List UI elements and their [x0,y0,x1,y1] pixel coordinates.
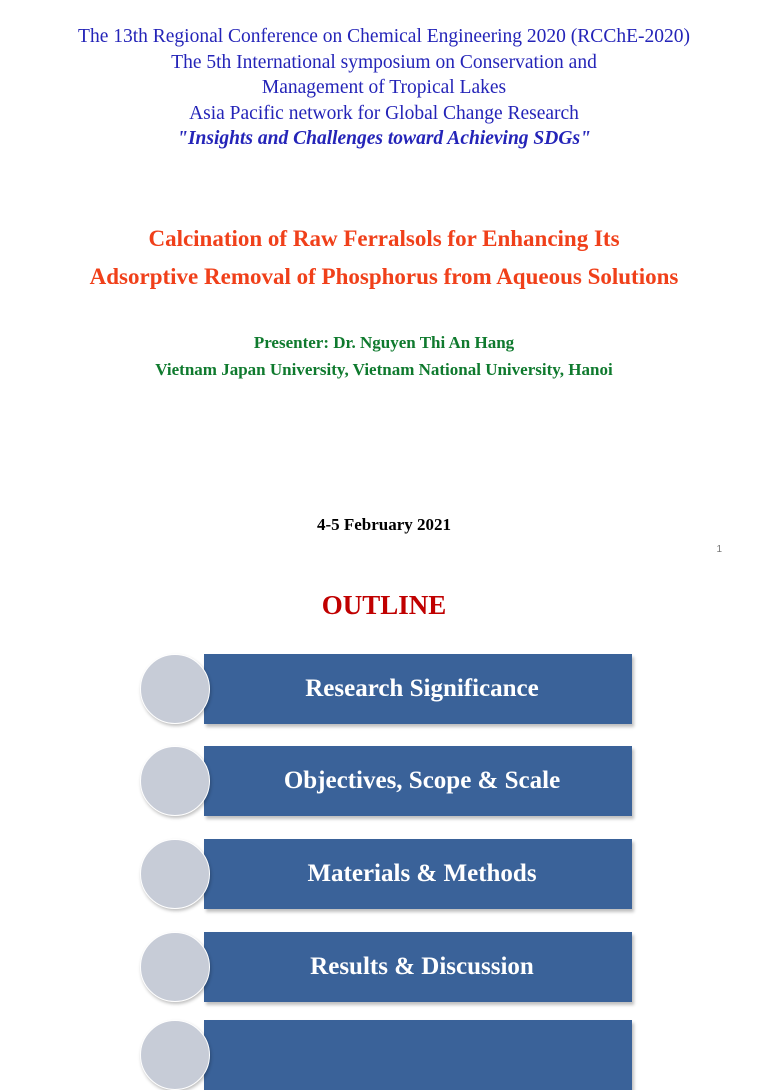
conference-name: The 13th Regional Conference on Chemical Engineering 2020 (RCChE-2020) [78,26,690,47]
outline-item-materials-methods [140,839,632,909]
outline-item-label: Research Significance [305,675,539,702]
conference-header [0,24,768,152]
presenter-name: Presenter: Dr. Nguyen Thi An Hang [253,333,515,352]
circle-bullet-icon [140,1020,210,1090]
outline-item-label: Materials & Methods [307,860,537,887]
network-name: Asia Pacific network for Global Change Research [189,102,579,124]
outline-item-research-significance [140,654,632,724]
outline-item-partial [140,1020,632,1090]
outline-item-results-discussion [140,932,632,1002]
paper-title-line-1: Calcination of Raw Ferralsols for Enhancing Its [148,226,620,251]
circle-bullet-icon [140,654,210,724]
outline-item-label: Objectives, Scope & Scale [283,767,561,794]
paper-title-line-2: Adsorptive Removal of Phosphorus from Aqueous Solutions [89,264,679,289]
circle-bullet-icon [140,932,210,1002]
presenter-block [0,329,768,383]
conference-motto: "Insights and Challenges toward Achieving SDGs" [177,128,591,149]
outline-title: OUTLINE [321,590,447,620]
presentation-date: 4-5 February 2021 [316,515,452,534]
outline-item-label: Results & Discussion [310,953,534,980]
symposium-name-cont: Management of Tropical Lakes [261,77,507,98]
presenter-affiliation: Vietnam Japan University, Vietnam National University, Hanoi [155,360,613,379]
circle-bullet-icon [140,839,210,909]
paper-title [0,220,768,296]
circle-bullet-icon [140,746,210,816]
outline-item-objectives [140,746,632,816]
outline-item-label [212,1020,632,1090]
symposium-name: The 5th International symposium on Conservation and [171,51,597,73]
slide-number: 1 [716,544,722,555]
